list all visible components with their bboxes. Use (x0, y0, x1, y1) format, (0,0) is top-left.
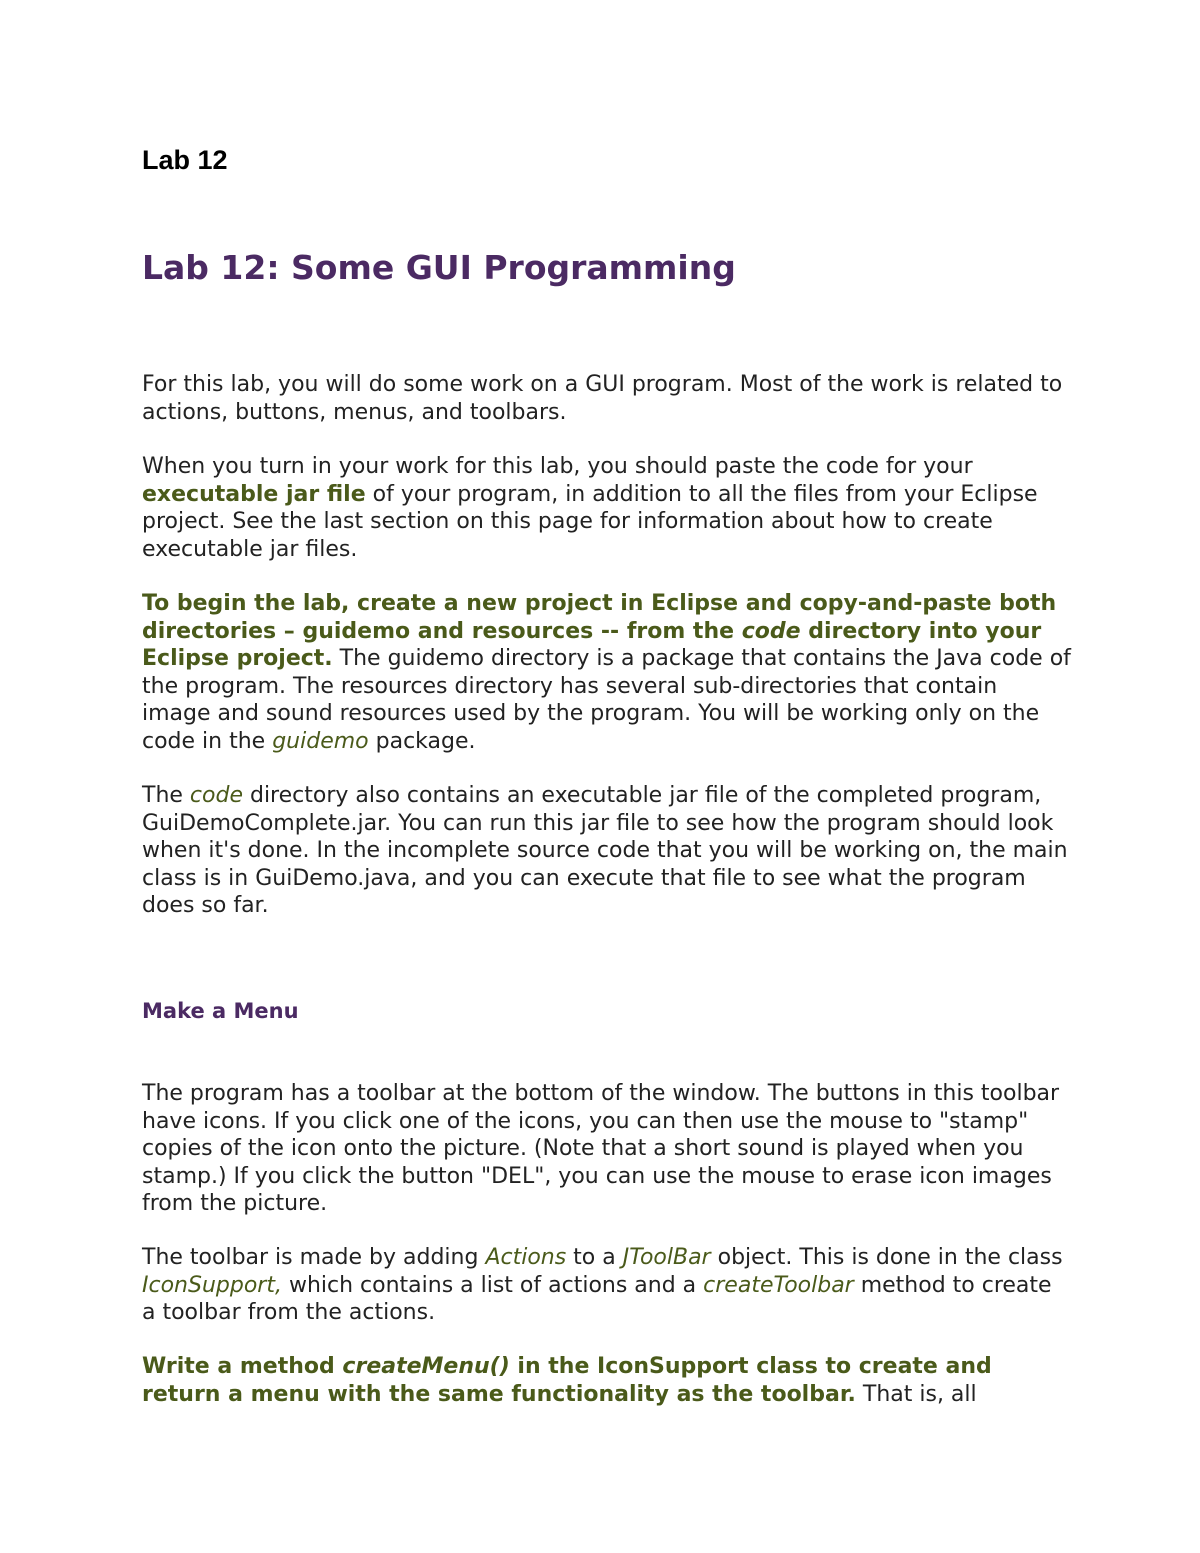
instruction-emphasis: To begin the lab, create a new project in Eclipse and copy-and-paste both directories – guidemo and resources -- from the (142, 591, 1057, 644)
text-run: package. (368, 728, 476, 754)
text-run: object. This is done in the class (710, 1245, 1063, 1270)
createmenu-term: createMenu() (342, 1354, 510, 1379)
menu-paragraph-1: The program has a toolbar at the bottom of the window. The buttons in this toolbar have icons. If you click one of the icons, you can then use the mouse to "stamp" copies of the icon onto the picture. (Note that a short sound is played when you stamp.) If you click the button "DEL", you can use the mouse to erase icon images from the picture. (142, 1081, 1060, 1216)
iconsupport-term: IconSupport, (142, 1272, 282, 1298)
executable-jar-emphasis: executable jar file (142, 481, 366, 507)
text-run: That is, all (855, 1381, 977, 1407)
intro-paragraph-1: For this lab, you will do some work on a GUI program. Most of the work is related to actions, buttons, menus, and toolbars. (142, 372, 1063, 425)
createtoolbar-term: createToolbar (703, 1272, 854, 1298)
make-a-menu-heading: Make a Menu (142, 999, 299, 1023)
intro-paragraph-2 (142, 453, 1072, 563)
text-run: directory also contains an executable jar file of the completed program, GuiDemoComplete.jar. You can run this jar file to see how the program should look when it's done. In the incomplete source code that you will be working on, the main class is in GuiDemo.java, and you can execute that file to see what the program does so far. (142, 783, 1068, 918)
jtoolbar-term: JToolBar (622, 1245, 711, 1270)
code-dir-emphasis: code (741, 618, 801, 644)
instruction-emphasis: in the IconSupport class to create and return a menu with the same functionality as the toolbar. (142, 1354, 992, 1407)
text-run: The toolbar is made by adding (142, 1245, 486, 1270)
actions-term: Actions (485, 1245, 567, 1270)
text-run: of your program, in addition to all the files from your Eclipse project. See the last section on this page for information about how to create executable jar files. (142, 481, 1038, 562)
text-run: The (142, 783, 190, 808)
text-run: The guidemo directory is a package that contains the Java code of the program. The resources directory has several sub-directories that contain image and sound resources used by the program. You will be working only on the code in the (142, 646, 1071, 754)
text-run: method to create a toolbar from the actions. (142, 1272, 1052, 1325)
instruction-emphasis: directory into your Eclipse project. (142, 618, 1042, 671)
code-dir-term: code (189, 783, 243, 808)
intro-paragraph-4 (142, 782, 1072, 920)
lab-heading: Lab 12: Some GUI Programming (142, 248, 736, 287)
text-run: to a (566, 1245, 623, 1270)
text-run: which contains a list of actions and a (281, 1272, 704, 1298)
document-title: Lab 12 (142, 145, 228, 175)
menu-paragraph-2 (142, 1244, 1072, 1327)
menu-paragraph-3 (142, 1353, 1072, 1408)
intro-paragraph-3 (142, 590, 1072, 755)
guidemo-package-term: guidemo (272, 728, 369, 754)
instruction-emphasis: Write a method (142, 1354, 343, 1379)
text-run: When you turn in your work for this lab, you should paste the code for your (142, 454, 973, 479)
